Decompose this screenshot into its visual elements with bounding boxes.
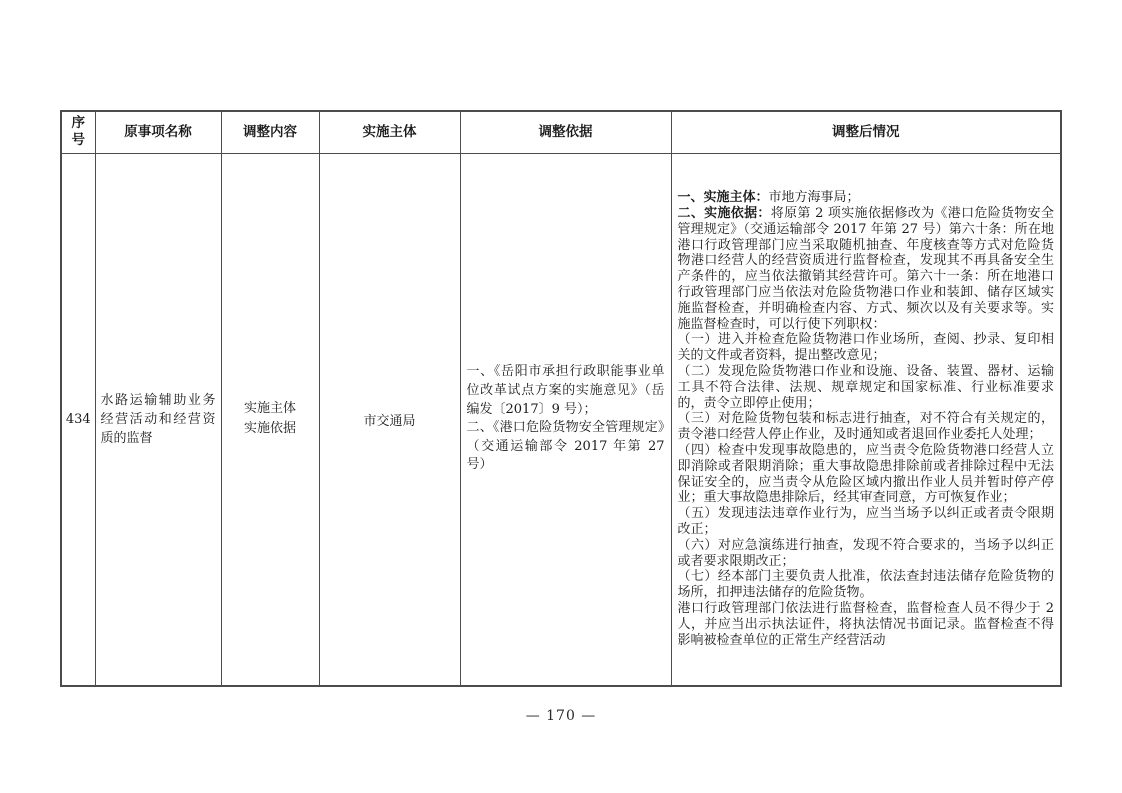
- header-seq: 序号: [61, 111, 95, 153]
- cell-original-item: 水路运输辅助业务经营活动和经营资质的监督: [95, 153, 221, 686]
- paragraph: 二、实施依据：将原第 2 项实施依据修改为《港口危险货物安全管理规定》（交通运输部令 2017 年第 27 号）第六十条：所在地港口行政管理部门应当采取随机抽查、年度核查等方式对危险货物港口经营人的经营资质进行监督检查，发现其不再具备安全生产条件的，应当依法撤销其经营许可。第六十一条：所在地港口行政管理部门应当依法对危险货物港口作业和装卸、储存区域实施监督检查，并明确检查内容、方式、频次以及有关要求等。实施监督检查时，可以行使下列职权：: [677, 205, 1054, 332]
- cell-seq: 434: [61, 153, 95, 686]
- table-header-row: [61, 111, 1061, 153]
- paragraph: （六）对应急演练进行抽查，发现不符合要求的，当场予以纠正或者要求限期改正；: [677, 537, 1054, 569]
- paragraph: （七）经本部门主要负责人批准，依法查封违法储存危险货物的场所，扣押违法储存的危险货物。: [677, 569, 1054, 601]
- paragraph: （四）检查中发现事故隐患的，应当责令危险货物港口经营人立即消除或者限期消除；重大事故隐患排除前或者排除过程中无法保证安全的，应当责令从危险区域内撤出作业人员并暂时停产停业；重大事故隐患排除后，经其审查同意，方可恢复作业；: [677, 442, 1054, 506]
- cell-implement-subject: 市交通局: [319, 153, 460, 686]
- adjust-content-lines: [222, 399, 319, 439]
- paragraph: （二）发现危险货物港口作业和设施、设备、装置、器材、运输工具不符合法律、法规、规章规定和国家标准、行业标准要求的，责令立即停止使用；: [677, 363, 1054, 411]
- paragraph: 实施主体: [243, 401, 296, 417]
- page-number: — 170 —: [525, 708, 597, 724]
- cell-adjust-content: [221, 153, 319, 686]
- cell-adjust-basis: [460, 153, 671, 686]
- header-original-item: 原事项名称: [95, 111, 221, 153]
- paragraph: 二、《港口危险货物安全管理规定》（交通运输部令 2017 年第 27 号）: [466, 420, 665, 473]
- table-row: [61, 153, 1061, 686]
- adjustment-table: [60, 110, 1062, 687]
- paragraph: （三）对危险货物包装和标志进行抽查，对不符合有关规定的，责令港口经营人停止作业，及时通知或者退回作业委托人处理；: [677, 411, 1054, 443]
- paragraph: 一、《岳阳市承担行政职能事业单位改革试点方案的实施意见》（岳编发〔2017〕9 号）；: [466, 364, 665, 417]
- header-adjust-basis: 调整依据: [460, 111, 671, 153]
- adjust-basis-text: [467, 363, 665, 475]
- paragraph: 港口行政管理部门依法进行监督检查，监督检查人员不得少于 2 人，并应当出示执法证件，将执法情况书面记录。监督检查不得影响被检查单位的正常生产经营活动: [677, 600, 1054, 648]
- paragraph: （五）发现违法违章作业行为，应当当场予以纠正或者责令限期改正；: [677, 506, 1054, 537]
- paragraph: 一、实施主体：市地方海事局；: [677, 190, 860, 206]
- header-adjust-content: 调整内容: [221, 111, 319, 153]
- cell-after-adjustment: [671, 153, 1061, 686]
- paragraph: 实施依据: [243, 421, 296, 437]
- header-after-adjustment: 调整后情况: [671, 111, 1061, 153]
- header-implement-subject: 实施主体: [319, 111, 460, 153]
- after-adjustment-text: [678, 190, 1055, 648]
- paragraph: （一）进入并检查危险货物港口作业场所，查阅、抄录、复印相关的文件或者资料，提出整改意见；: [677, 332, 1054, 364]
